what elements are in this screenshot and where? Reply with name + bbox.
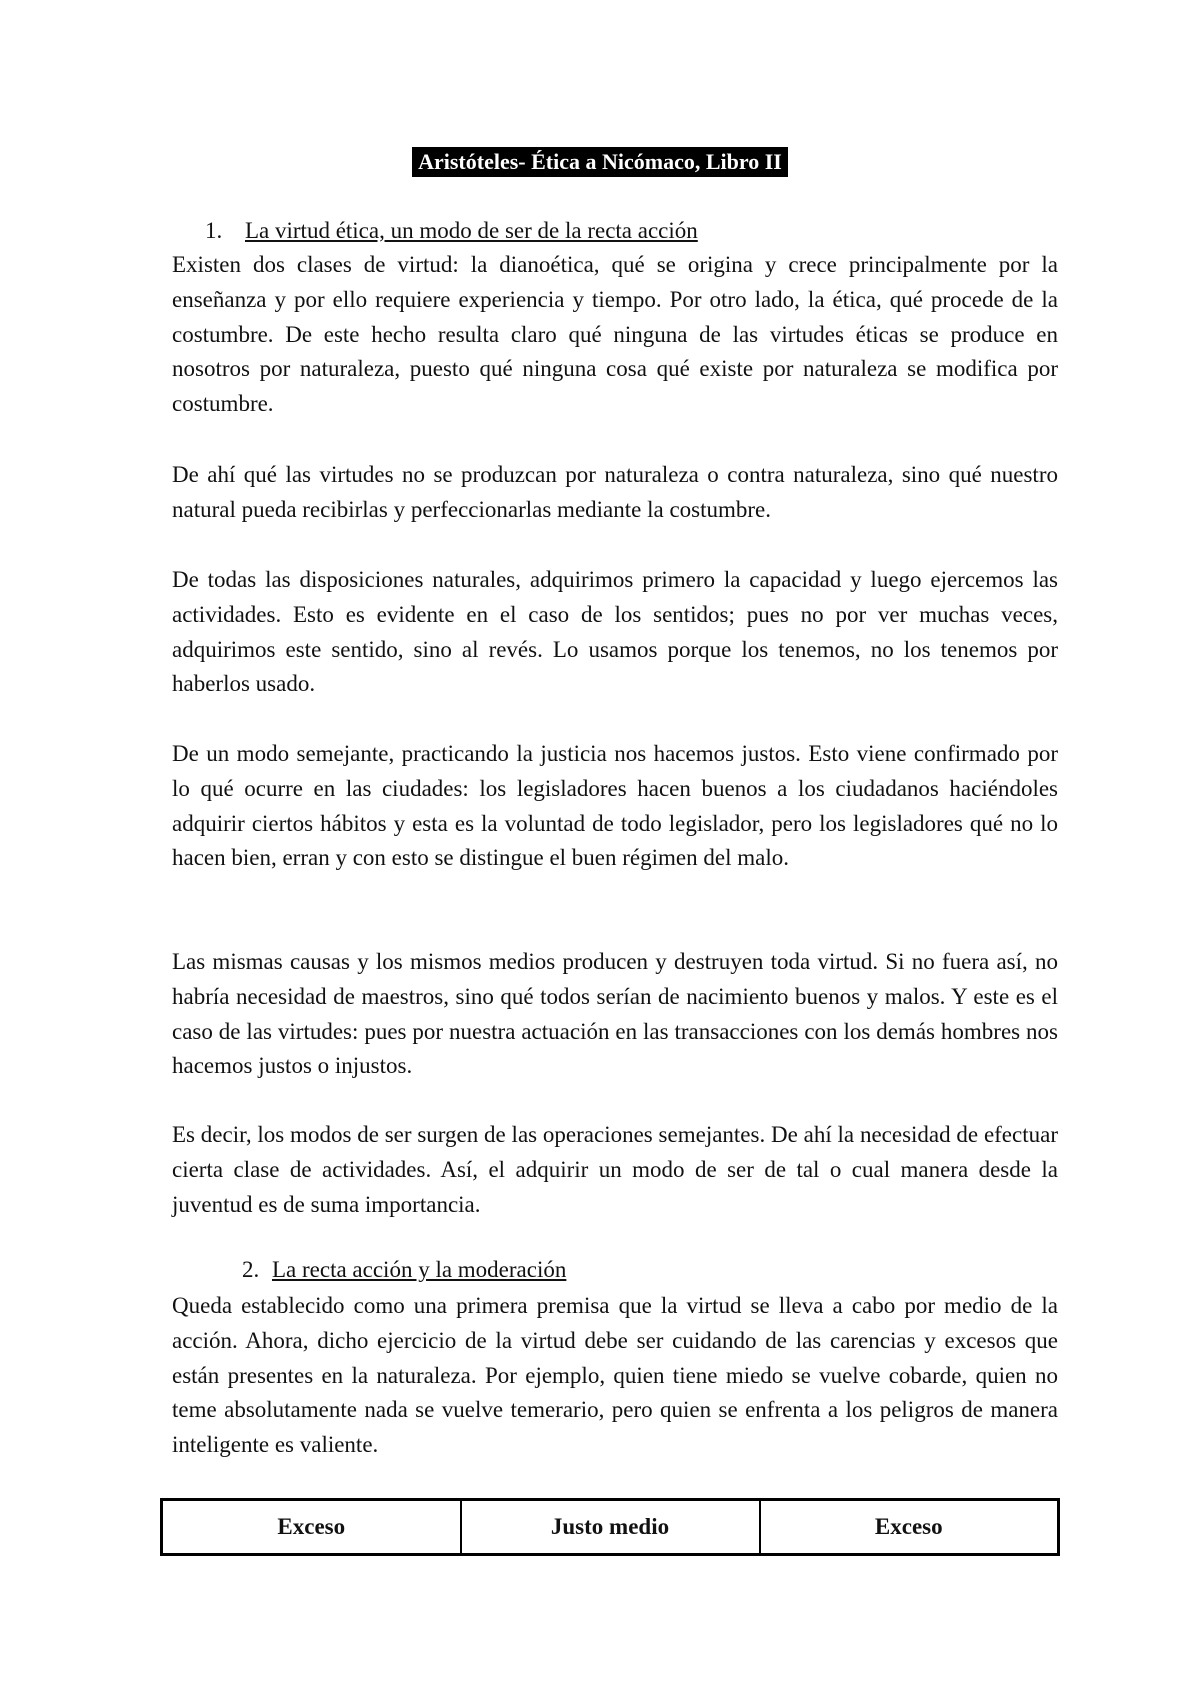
table-header-cell: Exceso: [162, 1500, 461, 1555]
paragraph: De todas las disposiciones naturales, adquirimos primero la capacidad y luego ejercemos las actividades. Esto es evidente en el caso de los sentidos; pues no por ver muchas veces, adquirimos este sentido, sino al revés. Lo usamos porque los tenemos, no los tenemos por haberlos usado.: [172, 567, 1058, 697]
virtue-table: [160, 1498, 1060, 1556]
paragraph: De ahí qué las virtudes no se produzcan por naturaleza o contra naturaleza, sino qué nuestro natural pueda recibirlas y perfeccionarlas mediante la costumbre.: [172, 462, 1058, 522]
section-1-number: 1.: [205, 218, 223, 243]
section-2-number: 2.: [242, 1257, 260, 1282]
table-header-cell: Justo medio: [461, 1500, 760, 1555]
table-header-cell: Exceso: [760, 1500, 1059, 1555]
section-1-heading-text: La virtud ética, un modo de ser de la recta acción: [245, 218, 698, 243]
section-2-heading: [242, 1255, 566, 1285]
section-1-heading: [205, 216, 698, 246]
paragraph: De un modo semejante, practicando la justicia nos hacemos justos. Esto viene confirmado por lo qué ocurre en las ciudades: los legisladores hacen buenos a los ciudadanos haciéndoles adquirir ciertos hábitos y esta es la voluntad de todo legislador, pero los legisladores qué no lo hacen bien, erran y con esto se distingue el buen régimen del malo.: [172, 741, 1058, 871]
document-title: Aristóteles- Ética a Nicómaco, Libro II: [412, 147, 788, 177]
section-2-heading-text: La recta acción y la moderación: [272, 1257, 567, 1282]
paragraph: Es decir, los modos de ser surgen de las operaciones semejantes. De ahí la necesidad de efectuar cierta clase de actividades. Así, el adquirir un modo de ser de tal o cual manera desde la juventud es de suma importancia.: [172, 1122, 1058, 1217]
table-row: [162, 1500, 1059, 1555]
title-wrapper: [0, 147, 1200, 177]
paragraph: Existen dos clases de virtud: la dianoética, qué se origina y crece principalmente por la enseñanza y por ello requiere experiencia y tiempo. Por otro lado, la ética, qué procede de la costumbre. De este hecho resulta claro qué ninguna de las virtudes éticas se produce en nosotros por naturaleza, puesto qué ninguna cosa qué existe por naturaleza se modifica por costumbre.: [172, 252, 1058, 417]
paragraph: Las mismas causas y los mismos medios producen y destruyen toda virtud. Si no fuera así, no habría necesidad de maestros, sino qué todos serían de nacimiento buenos y malos. Y este es el caso de las virtudes: pues por nuestra actuación en las transacciones con los demás hombres nos hacemos justos o injustos.: [172, 949, 1058, 1079]
paragraph: Queda establecido como una primera premisa que la virtud se lleva a cabo por medio de la acción. Ahora, dicho ejercicio de la virtud debe ser cuidando de las carencias y excesos que están presentes en la naturaleza. Por ejemplo, quien tiene miedo se vuelve cobarde, quien no teme absolutamente nada se vuelve temerario, pero quien se enfrenta a los peligros de manera inteligente es valiente.: [172, 1293, 1058, 1458]
